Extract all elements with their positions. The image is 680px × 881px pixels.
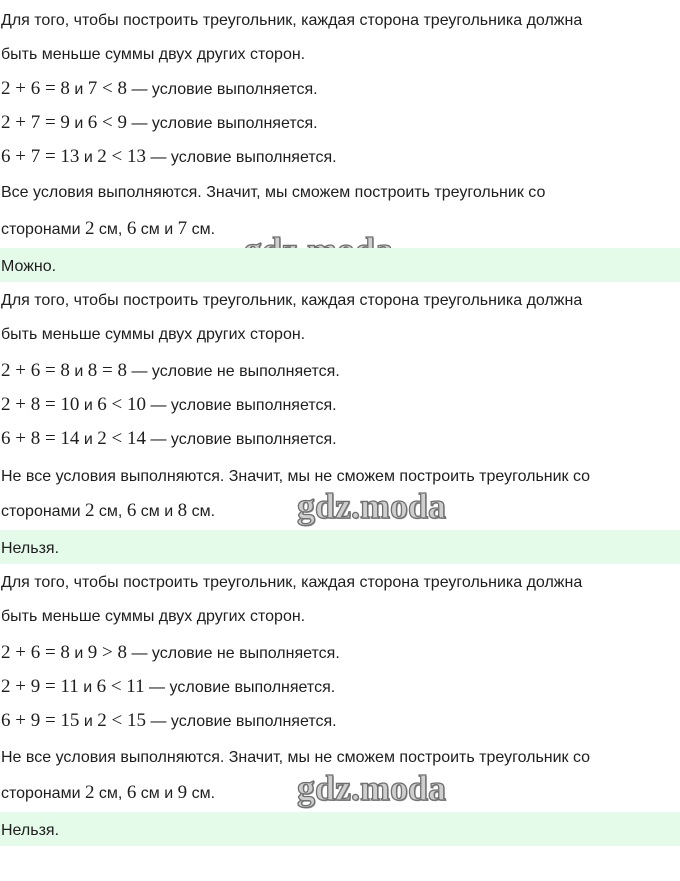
comparison: 2 < 14 (97, 428, 146, 449)
intro-line-1: Для того, чтобы построить треугольник, каждая сторона треугольника должна (1, 574, 583, 591)
side-b: 6 (126, 500, 137, 521)
condition-row (0, 636, 680, 670)
sum-equation: 6 + 9 = 15 (1, 710, 80, 731)
sum-equation: 2 + 6 = 8 (1, 360, 70, 381)
intro-line-1: Для того, чтобы построить треугольник, каждая сторона треугольника должна (1, 292, 583, 309)
conjunction: и (83, 397, 93, 414)
sides-prefix: сторонами (1, 503, 81, 520)
condition-row (0, 106, 680, 140)
condition-result: — условие выполняется. (150, 713, 337, 730)
condition-row (0, 140, 680, 174)
side-a: 2 (84, 500, 95, 521)
conjunction: и (164, 785, 174, 802)
comparison: 2 < 13 (97, 146, 146, 167)
conjunction: и (164, 503, 174, 520)
conjunction: и (83, 679, 93, 696)
comparison: 8 = 8 (87, 360, 127, 381)
side-c: 8 (177, 500, 188, 521)
conclusion-line-1: Все условия выполняются. Значит, мы сможем построить треугольник со (1, 184, 546, 201)
unit: см (191, 503, 211, 520)
intro-line-2: быть меньше суммы двух других сторон. (1, 326, 306, 343)
period: . (210, 221, 216, 238)
sum-equation: 6 + 7 = 13 (1, 146, 80, 167)
unit: см (140, 503, 160, 520)
condition-row (0, 670, 680, 704)
condition-result: — условие не выполняется. (131, 363, 340, 380)
unit: см (140, 221, 160, 238)
condition-result: — условие выполняется. (150, 431, 337, 448)
comma: , (117, 503, 123, 520)
intro-line-2: быть меньше суммы двух других сторон. (1, 46, 306, 63)
comma: , (117, 221, 123, 238)
sum-equation: 2 + 6 = 8 (1, 642, 70, 663)
condition-result: — условие выполняется. (131, 81, 318, 98)
conjunction: и (74, 363, 84, 380)
comparison: 6 < 10 (97, 394, 146, 415)
conjunction: и (83, 713, 93, 730)
side-c: 7 (177, 218, 188, 239)
comparison: 9 > 8 (87, 642, 127, 663)
answer-box (0, 812, 680, 846)
condition-row (0, 388, 680, 422)
condition-row (0, 72, 680, 106)
side-a: 2 (84, 782, 95, 803)
unit: см (191, 785, 211, 802)
comparison: 7 < 8 (87, 78, 127, 99)
comparison: 6 < 11 (96, 676, 145, 697)
conclusion-line-1: Не все условия выполняются. Значит, мы не сможем построить треугольник со (1, 468, 591, 485)
answer-text: Нельзя. (1, 822, 60, 839)
condition-result: — условие выполняется. (150, 149, 337, 166)
conjunction: и (74, 115, 84, 132)
watermark-logo: gdz.moda (297, 486, 447, 526)
sum-equation: 2 + 8 = 10 (1, 394, 80, 415)
condition-result: — условие выполняется. (150, 397, 337, 414)
condition-result: — условие выполняется. (131, 115, 318, 132)
sum-equation: 2 + 6 = 8 (1, 78, 70, 99)
side-b: 6 (126, 218, 137, 239)
comparison: 2 < 15 (97, 710, 146, 731)
conclusion-line-1: Не все условия выполняются. Значит, мы не сможем построить треугольник со (1, 749, 591, 766)
conjunction: и (83, 149, 93, 166)
answer-box (0, 248, 680, 282)
condition-row (0, 704, 680, 738)
side-c: 9 (177, 782, 188, 803)
unit: см (98, 221, 118, 238)
unit: см (140, 785, 160, 802)
comma: , (117, 785, 123, 802)
conjunction: и (74, 81, 84, 98)
comparison: 6 < 9 (87, 112, 127, 133)
sides-prefix: сторонами (1, 221, 81, 238)
sides-prefix: сторонами (1, 785, 81, 802)
sum-equation: 6 + 8 = 14 (1, 428, 80, 449)
condition-result: — условие не выполняется. (131, 645, 340, 662)
answer-text: Можно. (1, 258, 57, 275)
conjunction: и (83, 431, 93, 448)
period: . (210, 785, 216, 802)
watermark-logo: gdz.moda (297, 768, 447, 808)
condition-row (0, 354, 680, 388)
side-b: 6 (126, 782, 137, 803)
unit: см (98, 503, 118, 520)
unit: см (191, 221, 211, 238)
period: . (210, 503, 216, 520)
conjunction: и (164, 221, 174, 238)
unit: см (98, 785, 118, 802)
answer-text: Нельзя. (1, 540, 60, 557)
intro-line-2: быть меньше суммы двух других сторон. (1, 608, 306, 625)
intro-line-1: Для того, чтобы построить треугольник, каждая сторона треугольника должна (1, 12, 583, 29)
condition-row (0, 422, 680, 456)
sum-equation: 2 + 9 = 11 (1, 676, 79, 697)
condition-result: — условие выполняется. (149, 679, 336, 696)
conjunction: и (74, 645, 84, 662)
sum-equation: 2 + 7 = 9 (1, 112, 70, 133)
side-a: 2 (84, 218, 95, 239)
answer-box (0, 530, 680, 564)
